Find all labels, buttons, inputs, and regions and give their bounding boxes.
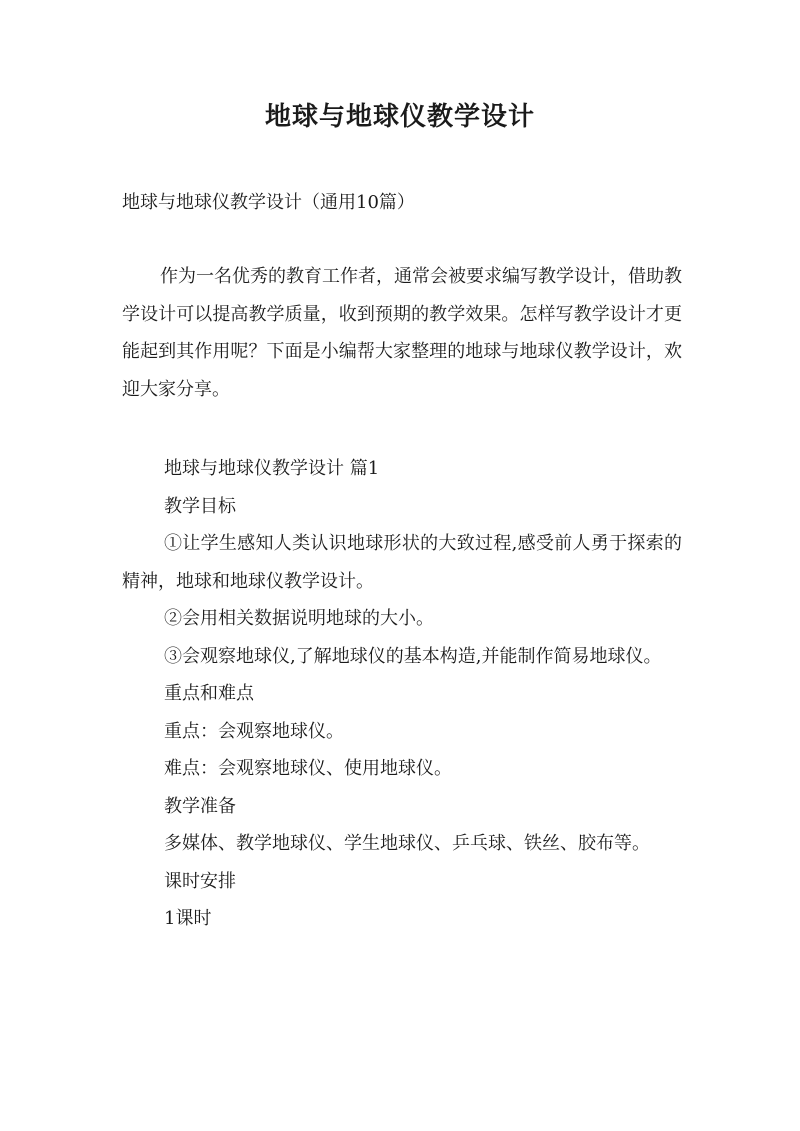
goal-item-1: ①让学生感知人类认识地球形状的大致过程,感受前人勇于探索的精神，地球和地球仪教学设计。 [122,533,682,592]
schedule-value: 1课时 [164,908,212,929]
intro-paragraph: 作为一名优秀的教育工作者，通常会被要求编写教学设计，借助教学设计可以提高教学质量，收到预期的教学效果。怎样写教学设计才更能起到其作用呢？下面是小编帮大家整理的地球与地球仪教学设计，欢迎大家分享。 [122,266,682,400]
section-body [122,450,682,938]
goal-item-2: ②会用相关数据说明地球的大小。 [164,608,434,629]
prep-items: 多媒体、教学地球仪、学生地球仪、乒乓球、铁丝、胶布等。 [164,833,650,854]
goals-heading: 教学目标 [164,495,236,517]
prep-heading: 教学准备 [164,795,236,817]
key-point: 重点：会观察地球仪。 [164,720,344,742]
document-title: 地球与地球仪教学设计 [264,102,535,132]
schedule-heading: 课时安排 [164,870,236,892]
key-heading: 重点和难点 [164,683,254,704]
goal-item-3: ③会观察地球仪,了解地球仪的基本构造,并能制作简易地球仪。 [164,645,662,667]
document-subtitle: 地球与地球仪教学设计（通用10篇） [122,192,415,213]
section-heading: 地球与地球仪教学设计 篇1 [164,458,380,479]
difficult-point: 难点：会观察地球仪、使用地球仪。 [164,758,452,779]
